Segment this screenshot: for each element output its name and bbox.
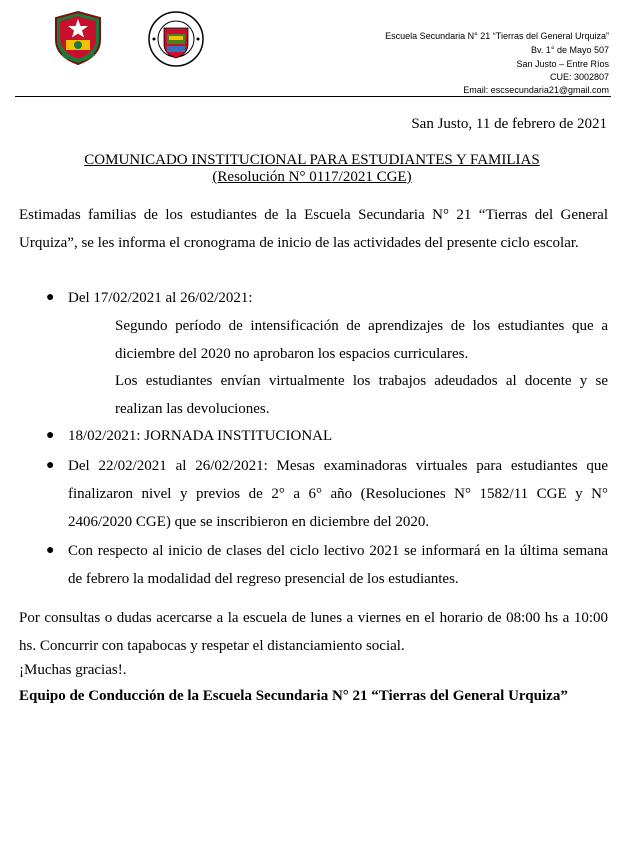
bullet-item: 18/02/2021: JORNADA INSTITUCIONAL: [68, 428, 333, 444]
bullet-icon: ●: [46, 290, 55, 305]
bullet-subitem: Los estudiantes envían virtualmente los trabajos adeudados al docente y se realizan las devoluciones.: [115, 373, 608, 417]
thanks-line: ¡Muchas gracias!.: [19, 662, 127, 678]
bullet-icon: ●: [46, 428, 55, 443]
header-cue: CUE: 3002807: [549, 72, 609, 82]
bullet-item: Del 22/02/2021 al 26/02/2021: Mesas examinadoras virtuales para estudiantes que finalizaron nivel y previos de 2° a 6° año (Resoluciones N° 1582/11 CGE y N° 2406/2020 CGE) que se inscribieron en diciembre del 2020.: [68, 458, 608, 530]
school-seal-logo: [147, 10, 205, 68]
letter-subtitle: (Resolución N° 0117/2021 CGE): [212, 169, 412, 185]
intro-paragraph: Estimadas familias de los estudiantes de la Escuela Secundaria N° 21 “Tierras del General Urquiza”, se les informa el cronograma de inicio de las actividades del presente ciclo escolar.: [19, 207, 608, 251]
header-email: Email: escsecundaria21@gmail.com: [463, 85, 609, 95]
letter-title: COMUNICADO INSTITUCIONAL PARA ESTUDIANTES Y FAMILIAS: [84, 152, 540, 168]
closing-paragraph: Por consultas o dudas acercarse a la escuela de lunes a viernes en el horario de 08:00 hs a 10:00 hs. Concurrir con tapabocas y respetar el distanciamiento social.: [19, 610, 608, 654]
bullet-item: Del 17/02/2021 al 26/02/2021:: [68, 290, 253, 306]
header-divider: [15, 96, 611, 97]
bullet-icon: ●: [46, 543, 55, 558]
school-crest-logo: [52, 10, 104, 66]
header-city: San Justo – Entre Ríos: [516, 59, 609, 69]
letter-date: San Justo, 11 de febrero de 2021: [411, 116, 607, 132]
signoff-line: Equipo de Conducción de la Escuela Secundaria N° 21 “Tierras del General Urquiza”: [19, 688, 568, 704]
bullet-item: Con respecto al inicio de clases del ciclo lectivo 2021 se informará en la última semana de febrero la modalidad del regreso presencial de los estudiantes.: [68, 543, 608, 587]
header-address: Bv. 1° de Mayo 507: [531, 45, 609, 55]
bullet-icon: ●: [46, 458, 55, 473]
header-school-name: Escuela Secundaria N° 21 “Tierras del General Urquiza”: [385, 31, 609, 41]
bullet-subitem: Segundo período de intensificación de aprendizajes de los estudiantes que a diciembre del 2020 no aprobaron los espacios curriculares.: [115, 318, 608, 362]
